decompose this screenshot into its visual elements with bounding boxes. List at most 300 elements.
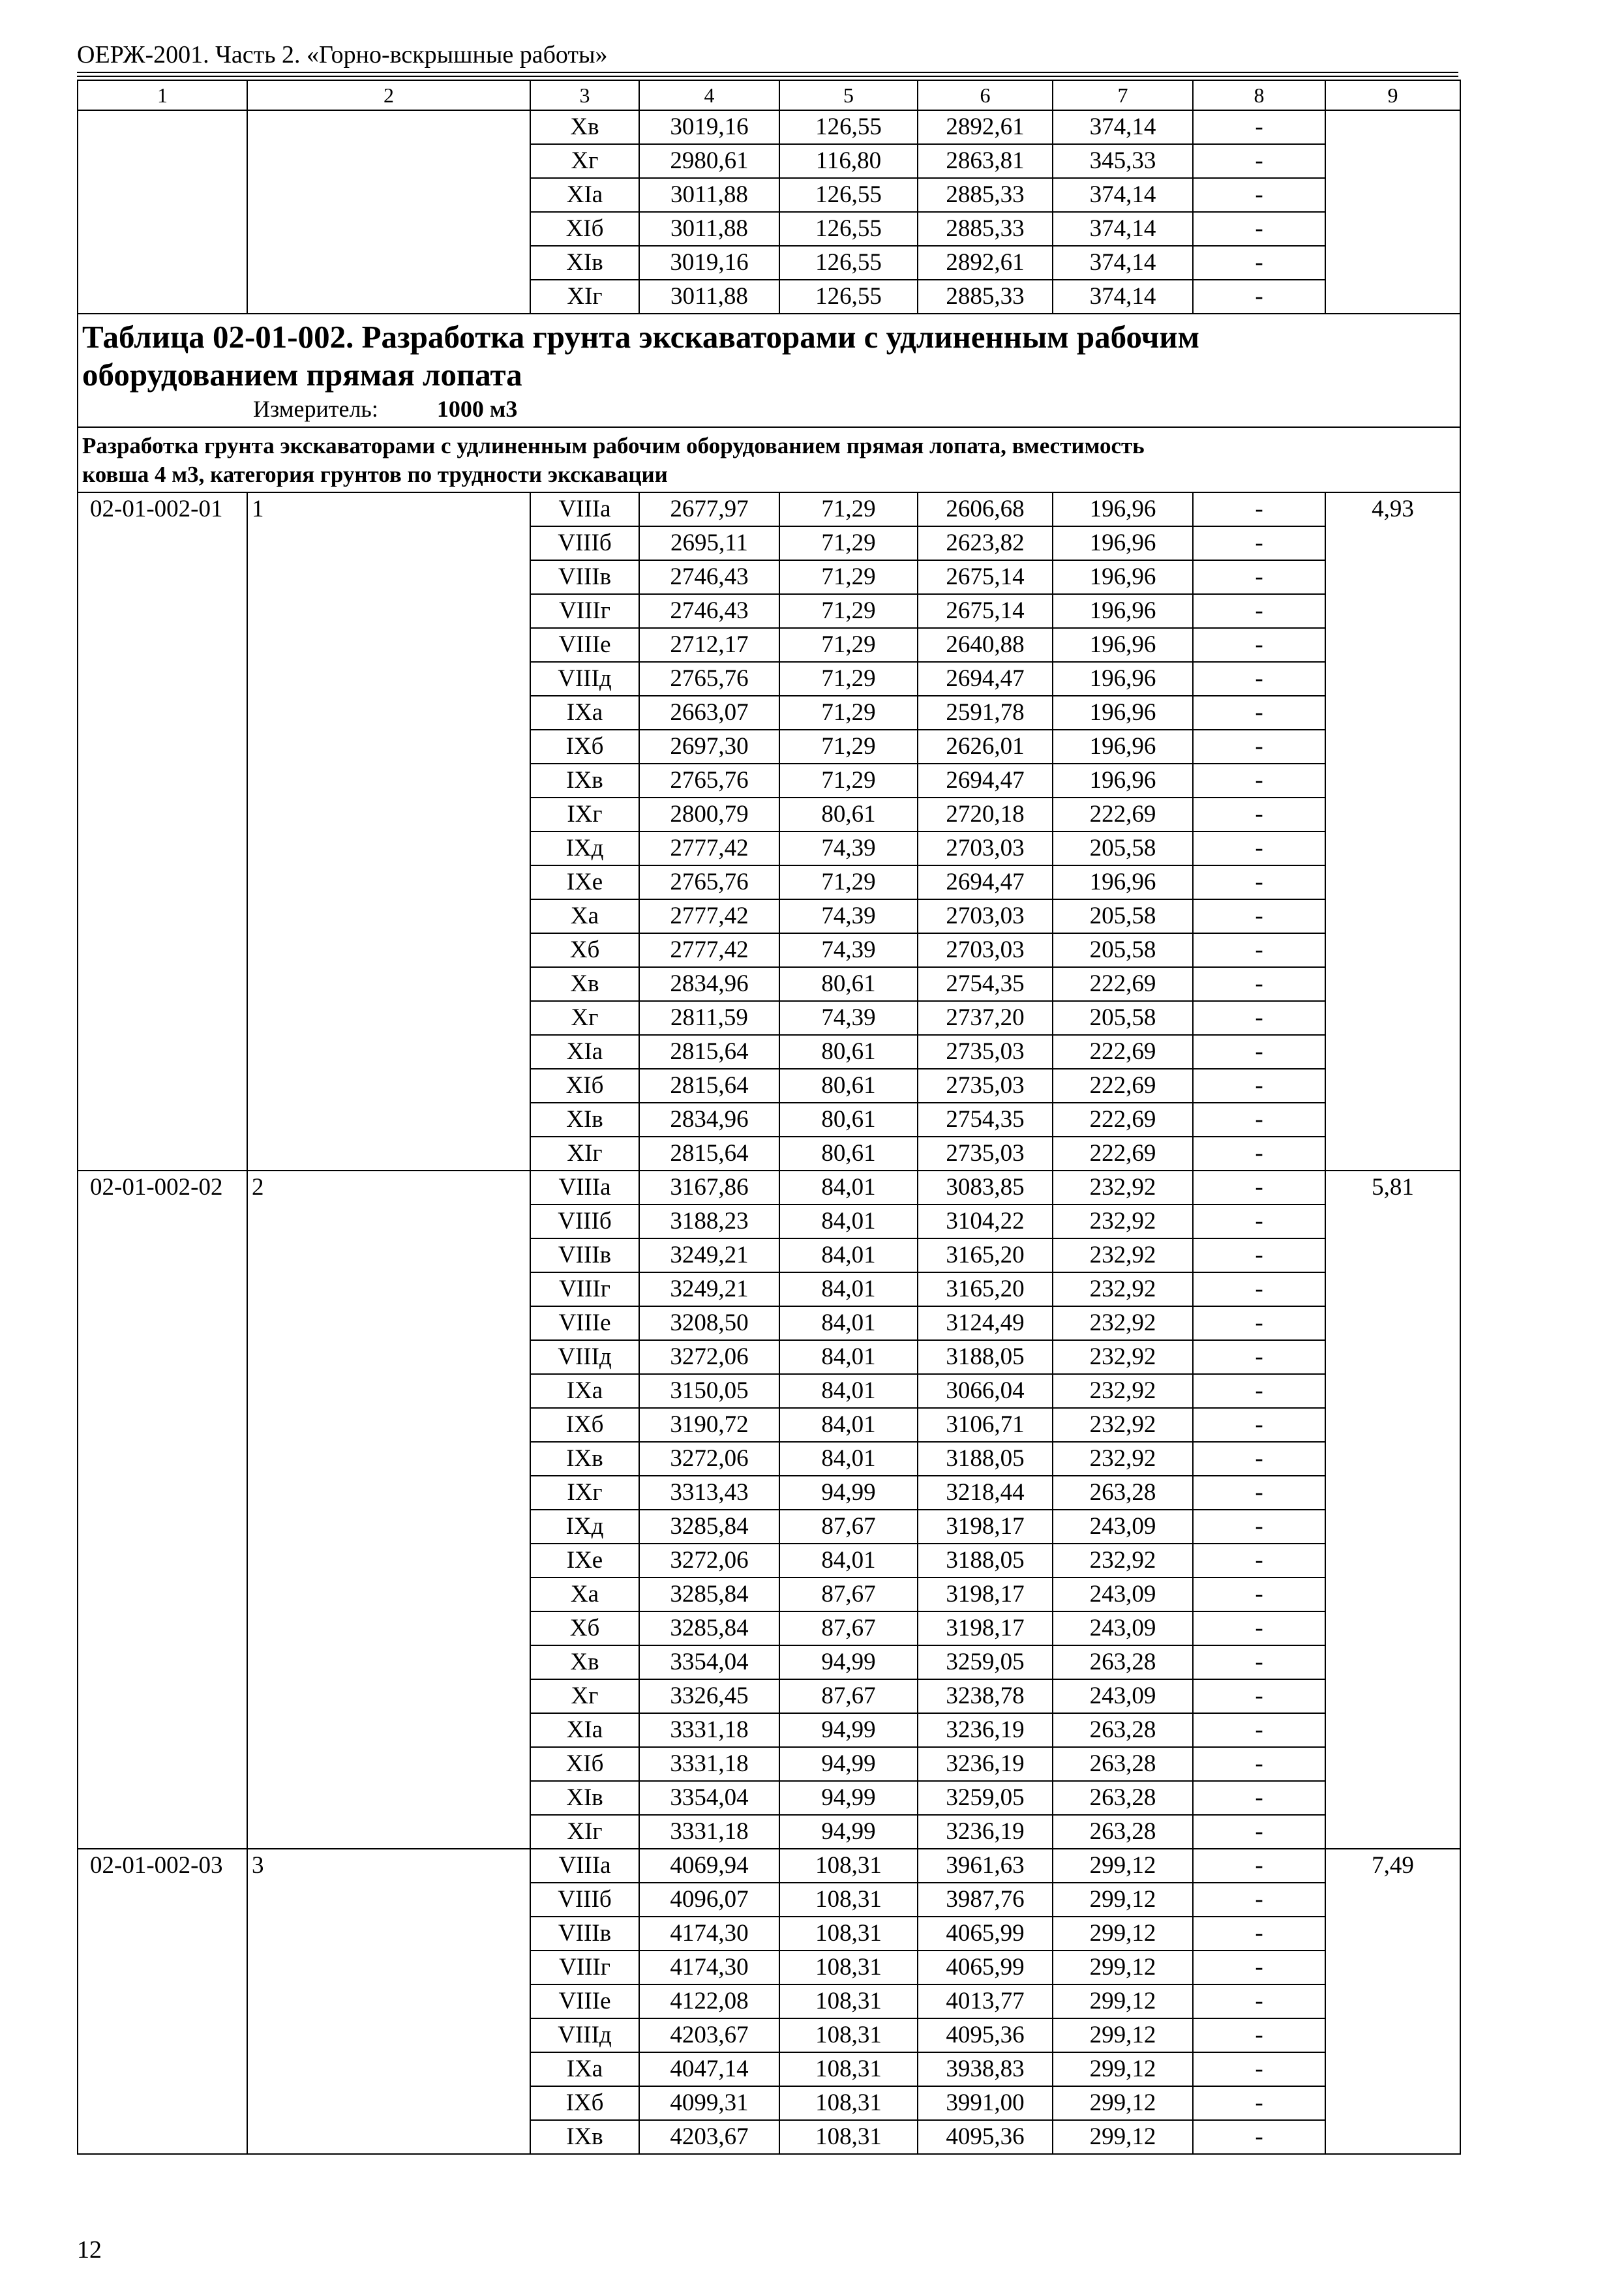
materials-cell: - (1193, 1849, 1325, 1883)
work-description-row (78, 427, 1460, 492)
machine-cost-cell: 3066,04 (918, 1374, 1053, 1408)
machinist-wages-cell: 243,09 (1053, 1611, 1193, 1645)
machinist-wages-cell: 345,33 (1053, 144, 1193, 178)
coefficient-cell: 5,81 (1325, 1171, 1460, 1849)
soil-category-cell: VIIIв (530, 1917, 639, 1951)
table-row (78, 110, 1460, 144)
soil-category-cell: IХа (530, 1374, 639, 1408)
wages-cell: 108,31 (779, 1849, 918, 1883)
materials-cell: - (1193, 865, 1325, 899)
materials-cell: - (1193, 144, 1325, 178)
materials-cell: - (1193, 1103, 1325, 1137)
direct-costs-cell: 3272,06 (639, 1442, 779, 1476)
machine-cost-cell: 2626,01 (918, 730, 1053, 764)
machinist-wages-cell: 196,96 (1053, 594, 1193, 628)
machine-cost-cell: 2737,20 (918, 1001, 1053, 1035)
column-number: 2 (247, 80, 530, 110)
direct-costs-cell: 4174,30 (639, 1917, 779, 1951)
estimate-table (77, 80, 1461, 2155)
direct-costs-cell: 4099,31 (639, 2086, 779, 2120)
soil-category-cell: Хб (530, 933, 639, 967)
wages-cell: 84,01 (779, 1306, 918, 1340)
work-description-cell (78, 427, 1460, 492)
soil-category-cell: VIIIг (530, 1951, 639, 1984)
machine-cost-cell: 3198,17 (918, 1611, 1053, 1645)
materials-cell: - (1193, 1578, 1325, 1611)
soil-category-cell: Хв (530, 967, 639, 1001)
machinist-wages-cell: 243,09 (1053, 1578, 1193, 1611)
rate-code-cell: 02-01-002-03 (78, 1849, 247, 2154)
machine-cost-cell: 3236,19 (918, 1815, 1053, 1849)
machinist-wages-cell: 299,12 (1053, 1951, 1193, 1984)
soil-category-cell: Хг (530, 1679, 639, 1713)
rate-code-cell: 02-01-002-01 (78, 492, 247, 1171)
materials-cell: - (1193, 560, 1325, 594)
header-rule-2 (77, 76, 1458, 77)
wages-cell: 71,29 (779, 492, 918, 526)
materials-cell: - (1193, 628, 1325, 662)
rate-name-cell: 2 (247, 1171, 530, 1849)
materials-cell: - (1193, 1306, 1325, 1340)
materials-cell: - (1193, 696, 1325, 730)
direct-costs-cell: 3331,18 (639, 1747, 779, 1781)
soil-category-cell: VIIIе (530, 628, 639, 662)
direct-costs-cell: 3249,21 (639, 1272, 779, 1306)
materials-cell: - (1193, 1408, 1325, 1442)
materials-cell: - (1193, 1137, 1325, 1171)
machine-cost-cell: 3083,85 (918, 1171, 1053, 1204)
wages-cell: 126,55 (779, 110, 918, 144)
direct-costs-cell: 3011,88 (639, 280, 779, 314)
soil-category-cell: IХд (530, 1510, 639, 1544)
soil-category-cell: IХа (530, 2052, 639, 2086)
materials-cell: - (1193, 2120, 1325, 2154)
machine-cost-cell: 2675,14 (918, 560, 1053, 594)
machine-cost-cell: 3198,17 (918, 1578, 1053, 1611)
machinist-wages-cell: 196,96 (1053, 526, 1193, 560)
soil-category-cell: ХIг (530, 1815, 639, 1849)
table-title: Таблица 02-01-002. Разработка грунта экскаваторами с удлиненным рабочим (82, 319, 1199, 355)
direct-costs-cell: 2697,30 (639, 730, 779, 764)
machinist-wages-cell: 263,28 (1053, 1476, 1193, 1510)
machinist-wages-cell: 232,92 (1053, 1340, 1193, 1374)
coefficient-cell (1325, 110, 1460, 314)
direct-costs-cell: 3019,16 (639, 246, 779, 280)
soil-category-cell: ХIг (530, 280, 639, 314)
machine-cost-cell: 2885,33 (918, 212, 1053, 246)
wages-cell: 71,29 (779, 628, 918, 662)
machinist-wages-cell: 205,58 (1053, 933, 1193, 967)
direct-costs-cell: 2677,97 (639, 492, 779, 526)
materials-cell: - (1193, 831, 1325, 865)
direct-costs-cell: 3285,84 (639, 1578, 779, 1611)
soil-category-cell: IХе (530, 865, 639, 899)
materials-cell: - (1193, 1951, 1325, 1984)
machine-cost-cell: 2735,03 (918, 1069, 1053, 1103)
soil-category-cell: ХIб (530, 1069, 639, 1103)
machinist-wages-cell: 196,96 (1053, 628, 1193, 662)
wages-cell: 84,01 (779, 1272, 918, 1306)
soil-category-cell: ХIв (530, 1781, 639, 1815)
machinist-wages-cell: 243,09 (1053, 1510, 1193, 1544)
materials-cell: - (1193, 1035, 1325, 1069)
table-row (78, 1171, 1460, 1204)
wages-cell: 80,61 (779, 798, 918, 831)
wages-cell: 74,39 (779, 899, 918, 933)
direct-costs-cell: 3011,88 (639, 178, 779, 212)
table-title-continued: оборудованием прямая лопата (82, 357, 522, 393)
direct-costs-cell: 2815,64 (639, 1069, 779, 1103)
machine-cost-cell: 2694,47 (918, 764, 1053, 798)
direct-costs-cell: 3272,06 (639, 1544, 779, 1578)
materials-cell: - (1193, 1204, 1325, 1238)
wages-cell: 126,55 (779, 212, 918, 246)
machinist-wages-cell: 232,92 (1053, 1374, 1193, 1408)
code-cell (78, 110, 247, 314)
materials-cell: - (1193, 1883, 1325, 1917)
materials-cell: - (1193, 246, 1325, 280)
machinist-wages-cell: 263,28 (1053, 1645, 1193, 1679)
machinist-wages-cell: 196,96 (1053, 730, 1193, 764)
direct-costs-cell: 4203,67 (639, 2018, 779, 2052)
machinist-wages-cell: 222,69 (1053, 1137, 1193, 1171)
machine-cost-cell: 3961,63 (918, 1849, 1053, 1883)
machinist-wages-cell: 196,96 (1053, 492, 1193, 526)
machinist-wages-cell: 232,92 (1053, 1272, 1193, 1306)
direct-costs-cell: 2811,59 (639, 1001, 779, 1035)
machinist-wages-cell: 222,69 (1053, 1103, 1193, 1137)
machine-cost-cell: 3188,05 (918, 1544, 1053, 1578)
wages-cell: 80,61 (779, 1103, 918, 1137)
machine-cost-cell: 4065,99 (918, 1951, 1053, 1984)
direct-costs-cell: 2777,42 (639, 831, 779, 865)
direct-costs-cell: 2815,64 (639, 1137, 779, 1171)
materials-cell: - (1193, 1171, 1325, 1204)
machinist-wages-cell: 299,12 (1053, 1883, 1193, 1917)
materials-cell: - (1193, 2086, 1325, 2120)
machinist-wages-cell: 222,69 (1053, 967, 1193, 1001)
wages-cell: 80,61 (779, 1069, 918, 1103)
wages-cell: 71,29 (779, 560, 918, 594)
soil-category-cell: ХIа (530, 178, 639, 212)
page-number: 12 (77, 2236, 102, 2264)
machinist-wages-cell: 263,28 (1053, 1815, 1193, 1849)
materials-cell: - (1193, 1544, 1325, 1578)
wages-cell: 84,01 (779, 1171, 918, 1204)
machinist-wages-cell: 205,58 (1053, 831, 1193, 865)
wages-cell: 108,31 (779, 2052, 918, 2086)
direct-costs-cell: 3011,88 (639, 212, 779, 246)
machine-cost-cell: 3165,20 (918, 1272, 1053, 1306)
wages-cell: 71,29 (779, 594, 918, 628)
soil-category-cell: VIIIб (530, 1204, 639, 1238)
machine-cost-cell: 3165,20 (918, 1238, 1053, 1272)
soil-category-cell: ХIа (530, 1035, 639, 1069)
direct-costs-cell: 2815,64 (639, 1035, 779, 1069)
machine-cost-cell: 2735,03 (918, 1035, 1053, 1069)
wages-cell: 74,39 (779, 933, 918, 967)
machinist-wages-cell: 222,69 (1053, 1035, 1193, 1069)
machine-cost-cell: 3259,05 (918, 1781, 1053, 1815)
wages-cell: 116,80 (779, 144, 918, 178)
soil-category-cell: VIIIд (530, 2018, 639, 2052)
soil-category-cell: VIIIг (530, 1272, 639, 1306)
running-header: ОЕРЖ-2001. Часть 2. «Горно-вскрышные работы» (77, 41, 608, 68)
wages-cell: 71,29 (779, 764, 918, 798)
wages-cell: 126,55 (779, 178, 918, 212)
machinist-wages-cell: 196,96 (1053, 696, 1193, 730)
soil-category-cell: Хг (530, 144, 639, 178)
materials-cell: - (1193, 1272, 1325, 1306)
machinist-wages-cell: 374,14 (1053, 212, 1193, 246)
machinist-wages-cell: 263,28 (1053, 1747, 1193, 1781)
machine-cost-cell: 2885,33 (918, 178, 1053, 212)
measure-line (82, 394, 1456, 424)
direct-costs-cell: 2777,42 (639, 899, 779, 933)
wages-cell: 80,61 (779, 1035, 918, 1069)
soil-category-cell: VIIIа (530, 1849, 639, 1883)
wages-cell: 71,29 (779, 526, 918, 560)
materials-cell: - (1193, 2052, 1325, 2086)
materials-cell: - (1193, 967, 1325, 1001)
direct-costs-cell: 3354,04 (639, 1645, 779, 1679)
materials-cell: - (1193, 764, 1325, 798)
direct-costs-cell: 3188,23 (639, 1204, 779, 1238)
machinist-wages-cell: 232,92 (1053, 1238, 1193, 1272)
direct-costs-cell: 2765,76 (639, 865, 779, 899)
machinist-wages-cell: 232,92 (1053, 1171, 1193, 1204)
wages-cell: 71,29 (779, 730, 918, 764)
machinist-wages-cell: 196,96 (1053, 560, 1193, 594)
column-number: 9 (1325, 80, 1460, 110)
wages-cell: 71,29 (779, 696, 918, 730)
machinist-wages-cell: 263,28 (1053, 1781, 1193, 1815)
soil-category-cell: VIIIв (530, 1238, 639, 1272)
direct-costs-cell: 3313,43 (639, 1476, 779, 1510)
soil-category-cell: Хг (530, 1001, 639, 1035)
machine-cost-cell: 4013,77 (918, 1984, 1053, 2018)
wages-cell: 74,39 (779, 1001, 918, 1035)
machinist-wages-cell: 299,12 (1053, 2086, 1193, 2120)
wages-cell: 84,01 (779, 1238, 918, 1272)
wages-cell: 84,01 (779, 1442, 918, 1476)
soil-category-cell: IХв (530, 1442, 639, 1476)
column-number: 7 (1053, 80, 1193, 110)
table-row (78, 492, 1460, 526)
direct-costs-cell: 3272,06 (639, 1340, 779, 1374)
wages-cell: 84,01 (779, 1374, 918, 1408)
wages-cell: 108,31 (779, 1917, 918, 1951)
wages-cell: 126,55 (779, 246, 918, 280)
wages-cell: 84,01 (779, 1544, 918, 1578)
materials-cell: - (1193, 1442, 1325, 1476)
machine-cost-cell: 3188,05 (918, 1442, 1053, 1476)
soil-category-cell: IХв (530, 2120, 639, 2154)
machine-cost-cell: 2640,88 (918, 628, 1053, 662)
machinist-wages-cell: 374,14 (1053, 178, 1193, 212)
soil-category-cell: Хб (530, 1611, 639, 1645)
machine-cost-cell: 4095,36 (918, 2120, 1053, 2154)
wages-cell: 94,99 (779, 1815, 918, 1849)
machine-cost-cell: 3987,76 (918, 1883, 1053, 1917)
machinist-wages-cell: 299,12 (1053, 2052, 1193, 2086)
machinist-wages-cell: 196,96 (1053, 865, 1193, 899)
machinist-wages-cell: 205,58 (1053, 1001, 1193, 1035)
direct-costs-cell: 3019,16 (639, 110, 779, 144)
materials-cell: - (1193, 798, 1325, 831)
column-number: 4 (639, 80, 779, 110)
wages-cell: 94,99 (779, 1713, 918, 1747)
machinist-wages-cell: 196,96 (1053, 662, 1193, 696)
direct-costs-cell: 2800,79 (639, 798, 779, 831)
machine-cost-cell: 2892,61 (918, 246, 1053, 280)
direct-costs-cell: 4203,67 (639, 2120, 779, 2154)
table-title-row (78, 314, 1460, 427)
direct-costs-cell: 3208,50 (639, 1306, 779, 1340)
soil-category-cell: VIIIа (530, 1171, 639, 1204)
direct-costs-cell: 3249,21 (639, 1238, 779, 1272)
soil-category-cell: Хв (530, 110, 639, 144)
rate-name-cell: 3 (247, 1849, 530, 2154)
machine-cost-cell: 3236,19 (918, 1747, 1053, 1781)
materials-cell: - (1193, 1781, 1325, 1815)
wages-cell: 71,29 (779, 662, 918, 696)
wages-cell: 108,31 (779, 1951, 918, 1984)
machinist-wages-cell: 232,92 (1053, 1442, 1193, 1476)
soil-category-cell: VIIIг (530, 594, 639, 628)
direct-costs-cell: 3331,18 (639, 1713, 779, 1747)
machine-cost-cell: 2694,47 (918, 865, 1053, 899)
soil-category-cell: IХе (530, 1544, 639, 1578)
direct-costs-cell: 3190,72 (639, 1408, 779, 1442)
rate-code-cell: 02-01-002-02 (78, 1171, 247, 1849)
materials-cell: - (1193, 1645, 1325, 1679)
wages-cell: 108,31 (779, 2086, 918, 2120)
wages-cell: 126,55 (779, 280, 918, 314)
machine-cost-cell: 2703,03 (918, 831, 1053, 865)
wages-cell: 108,31 (779, 2018, 918, 2052)
measure-value: 1000 м3 (436, 396, 518, 422)
wages-cell: 108,31 (779, 1883, 918, 1917)
machine-cost-cell: 2754,35 (918, 1103, 1053, 1137)
materials-cell: - (1193, 662, 1325, 696)
machinist-wages-cell: 374,14 (1053, 246, 1193, 280)
materials-cell: - (1193, 899, 1325, 933)
machinist-wages-cell: 299,12 (1053, 2018, 1193, 2052)
direct-costs-cell: 3326,45 (639, 1679, 779, 1713)
machine-cost-cell: 2892,61 (918, 110, 1053, 144)
machinist-wages-cell: 374,14 (1053, 110, 1193, 144)
direct-costs-cell: 3285,84 (639, 1510, 779, 1544)
wages-cell: 94,99 (779, 1747, 918, 1781)
machinist-wages-cell: 222,69 (1053, 1069, 1193, 1103)
soil-category-cell: VIIIд (530, 1340, 639, 1374)
direct-costs-cell: 2777,42 (639, 933, 779, 967)
materials-cell: - (1193, 1679, 1325, 1713)
materials-cell: - (1193, 1510, 1325, 1544)
materials-cell: - (1193, 1611, 1325, 1645)
machine-cost-cell: 2623,82 (918, 526, 1053, 560)
wages-cell: 94,99 (779, 1781, 918, 1815)
machine-cost-cell: 2720,18 (918, 798, 1053, 831)
machinist-wages-cell: 299,12 (1053, 2120, 1193, 2154)
materials-cell: - (1193, 1238, 1325, 1272)
machine-cost-cell: 4065,99 (918, 1917, 1053, 1951)
wages-cell: 84,01 (779, 1408, 918, 1442)
wages-cell: 84,01 (779, 1340, 918, 1374)
column-number-row (78, 80, 1460, 110)
wages-cell: 108,31 (779, 1984, 918, 2018)
materials-cell: - (1193, 280, 1325, 314)
soil-category-cell: ХIг (530, 1137, 639, 1171)
wages-cell: 87,67 (779, 1679, 918, 1713)
machinist-wages-cell: 196,96 (1053, 764, 1193, 798)
direct-costs-cell: 2765,76 (639, 662, 779, 696)
materials-cell: - (1193, 1917, 1325, 1951)
machinist-wages-cell: 232,92 (1053, 1204, 1193, 1238)
wages-cell: 87,67 (779, 1578, 918, 1611)
machine-cost-cell: 3236,19 (918, 1713, 1053, 1747)
soil-category-cell: ХIб (530, 212, 639, 246)
machine-cost-cell: 3938,83 (918, 2052, 1053, 2086)
machine-cost-cell: 3104,22 (918, 1204, 1053, 1238)
direct-costs-cell: 2746,43 (639, 594, 779, 628)
machine-cost-cell: 3124,49 (918, 1306, 1053, 1340)
machine-cost-cell: 2694,47 (918, 662, 1053, 696)
soil-category-cell: IХб (530, 1408, 639, 1442)
direct-costs-cell: 4047,14 (639, 2052, 779, 2086)
materials-cell: - (1193, 1476, 1325, 1510)
soil-category-cell: VIIIе (530, 1306, 639, 1340)
machine-cost-cell: 2591,78 (918, 696, 1053, 730)
table-row (78, 1849, 1460, 1883)
soil-category-cell: ХIа (530, 1713, 639, 1747)
soil-category-cell: IХв (530, 764, 639, 798)
soil-category-cell: IХд (530, 831, 639, 865)
rate-name-cell: 1 (247, 492, 530, 1171)
soil-category-cell: IХг (530, 1476, 639, 1510)
materials-cell: - (1193, 178, 1325, 212)
soil-category-cell: ХIб (530, 1747, 639, 1781)
machine-cost-cell: 2735,03 (918, 1137, 1053, 1171)
machinist-wages-cell: 263,28 (1053, 1713, 1193, 1747)
machine-cost-cell: 3188,05 (918, 1340, 1053, 1374)
table-title-cell (78, 314, 1460, 427)
machine-cost-cell: 3238,78 (918, 1679, 1053, 1713)
column-number: 1 (78, 80, 247, 110)
wages-cell: 74,39 (779, 831, 918, 865)
materials-cell: - (1193, 1747, 1325, 1781)
wages-cell: 80,61 (779, 1137, 918, 1171)
direct-costs-cell: 2834,96 (639, 967, 779, 1001)
wages-cell: 84,01 (779, 1204, 918, 1238)
wages-cell: 108,31 (779, 2120, 918, 2154)
machine-cost-cell: 2754,35 (918, 967, 1053, 1001)
machinist-wages-cell: 299,12 (1053, 1917, 1193, 1951)
wages-cell: 87,67 (779, 1611, 918, 1645)
machinist-wages-cell: 222,69 (1053, 798, 1193, 831)
soil-category-cell: ХIв (530, 1103, 639, 1137)
direct-costs-cell: 2746,43 (639, 560, 779, 594)
machinist-wages-cell: 232,92 (1053, 1544, 1193, 1578)
machine-cost-cell: 3259,05 (918, 1645, 1053, 1679)
direct-costs-cell: 3150,05 (639, 1374, 779, 1408)
soil-category-cell: IХб (530, 2086, 639, 2120)
materials-cell: - (1193, 2018, 1325, 2052)
column-number: 6 (918, 80, 1053, 110)
materials-cell: - (1193, 1374, 1325, 1408)
soil-category-cell: Ха (530, 1578, 639, 1611)
